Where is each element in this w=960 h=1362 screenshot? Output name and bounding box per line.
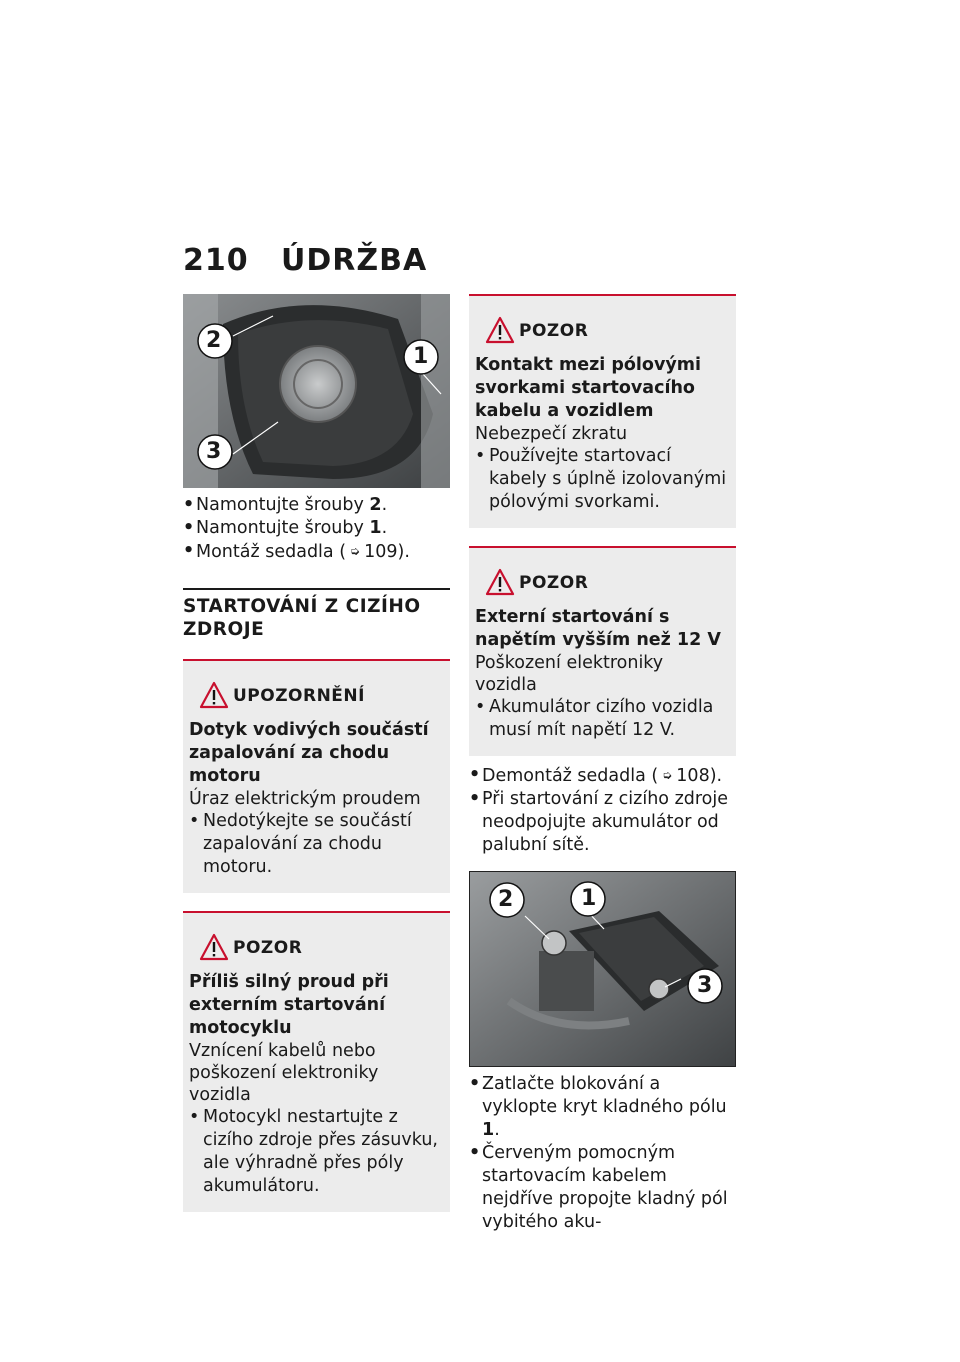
warning-label: POZOR [519, 321, 589, 341]
list-item: • Motocykl nestartujte z cizího zdroje přes zásuvku, ale výhradně přes póly akumulátoru. [189, 1107, 438, 1196]
tank-cover-photo [183, 294, 450, 488]
warning-triangle-icon [485, 316, 515, 344]
warning-triangle-icon [199, 933, 229, 961]
left-column [183, 294, 450, 1212]
steps-list [469, 764, 736, 857]
page-number: 210 [183, 243, 249, 278]
callout-1: 1 [413, 344, 429, 369]
warning-triangle-icon [199, 681, 229, 709]
warning-label: UPOZORNĚNÍ [233, 686, 365, 706]
list-item: • Nedotýkejte se součástí zapalování za chodu motoru. [189, 811, 412, 877]
warning-effect: Poškození elektroniky vozidla [475, 653, 664, 695]
list-item: • Akumulátor cizího vozidla musí mít napětí 12 V. [475, 697, 714, 740]
callout-2: 2 [498, 887, 514, 912]
warning-title: Kontakt mezi pólovými svorkami startovacího kabelu a vozidlem [475, 355, 702, 421]
list-item: • Červeným pomocným startovacím kabelem nejdříve propojte kladný pól vybitého aku- [469, 1143, 728, 1232]
warning-box [469, 294, 736, 528]
page-reference-arrow-icon: ➭ [662, 768, 673, 782]
warning-title: Dotyk vodivých součástí zapalování za chodu motoru [189, 720, 429, 786]
steps-list [469, 1073, 736, 1234]
callout-1: 1 [581, 886, 597, 911]
warning-label: POZOR [519, 573, 589, 593]
callout-3: 3 [206, 439, 222, 464]
right-column [469, 294, 736, 1234]
callout-2: 2 [206, 328, 222, 353]
list-item: • Montáž sedadla ( ➭ 109). [183, 541, 410, 562]
section-heading: STARTOVÁNÍ Z CIZÍHO ZDROJE [183, 588, 450, 641]
battery-photo [469, 871, 736, 1067]
warning-triangle-icon [485, 568, 515, 596]
chapter-title: ÚDRŽBA [281, 243, 428, 278]
list-item: • Při startování z cizího zdroje neodpojujte akumulátor od palubní sítě. [469, 789, 729, 855]
steps-list [183, 494, 450, 564]
warning-box [469, 546, 736, 756]
list-item: • Namontujte šrouby 2. [183, 495, 388, 515]
list-item: • Používejte startovací kabely s úplně izolovanými pólovými svorkami. [475, 446, 727, 512]
warning-effect: Vznícení kabelů nebo poškození elektroniky vozidla [189, 1041, 379, 1105]
warning-effect: Úraz elektrickým proudem [189, 789, 421, 809]
warning-title: Příliš silný proud při externím startování motocyklu [189, 972, 389, 1038]
warning-box [183, 911, 450, 1212]
callout-3: 3 [697, 973, 713, 998]
warning-effect: Nebezpečí zkratu [475, 424, 628, 444]
list-item: • Demontáž sedadla ( ➭ 108). [469, 765, 723, 786]
page-reference-arrow-icon: ➭ [350, 544, 361, 558]
warning-title: Externí startování s napětím vyšším než 12 V [475, 607, 721, 650]
warning-box [183, 659, 450, 893]
list-item: • Namontujte šrouby 1. [183, 518, 388, 538]
list-item: • Zatlačte blokování a vyklopte kryt kladného pólu 1. [469, 1074, 727, 1140]
warning-label: POZOR [233, 938, 303, 958]
